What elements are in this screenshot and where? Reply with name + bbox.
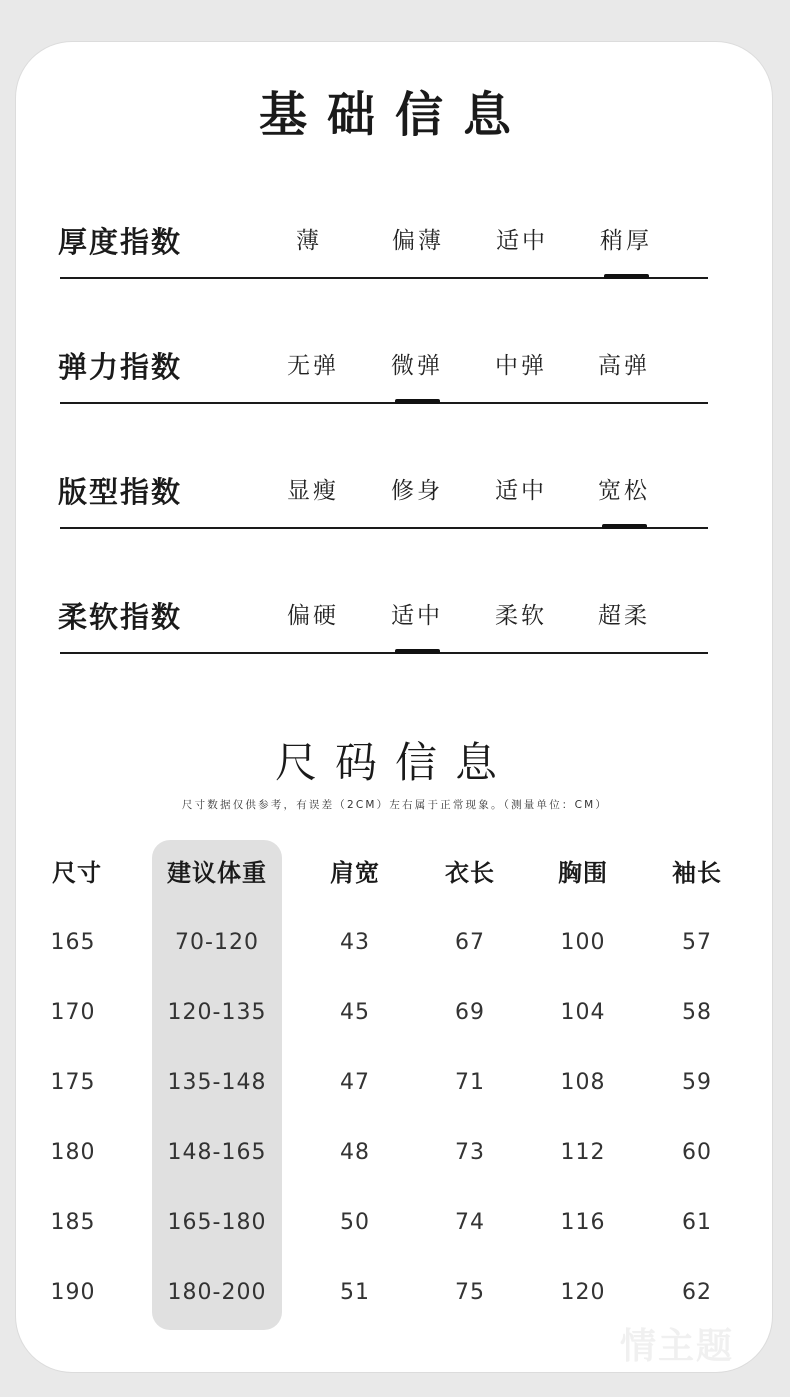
thickness-option: 薄 (296, 228, 322, 254)
table-row (0, 1000, 790, 1040)
cell-length: 75 (455, 1280, 485, 1305)
softness-option: 柔软 (495, 603, 547, 629)
header-shoulder: 肩宽 (330, 859, 380, 887)
cell-weight: 165-180 (167, 1210, 267, 1235)
softness-scale-line (60, 652, 708, 654)
cell-weight: 180-200 (167, 1280, 267, 1305)
softness-option: 适中 (391, 603, 443, 629)
softness-selected-marker (395, 649, 440, 654)
cell-shoulder: 47 (340, 1070, 370, 1095)
size-info-title: 尺码信息 (274, 738, 515, 787)
fit-index-label: 版型指数 (58, 475, 183, 509)
cell-shoulder: 50 (340, 1210, 370, 1235)
softness-index-row (0, 577, 790, 677)
cell-size: 190 (50, 1280, 96, 1305)
cell-chest: 120 (560, 1280, 606, 1305)
table-row (0, 1070, 790, 1110)
cell-size: 185 (50, 1210, 96, 1235)
elasticity-selected-marker (395, 399, 440, 404)
thickness-selected-marker (604, 274, 649, 279)
cell-weight: 135-148 (167, 1070, 267, 1095)
thickness-option: 适中 (496, 228, 548, 254)
cell-chest: 108 (560, 1070, 606, 1095)
header-length: 衣长 (445, 859, 495, 887)
cell-weight: 70-120 (175, 930, 259, 955)
size-note: 尺寸数据仅供参考，有误差（2CM）左右属于正常现象。（测量单位：CM） (181, 799, 609, 811)
elasticity-option: 高弹 (598, 353, 650, 379)
cell-shoulder: 51 (340, 1280, 370, 1305)
cell-length: 69 (455, 1000, 485, 1025)
cell-sleeve: 61 (682, 1210, 712, 1235)
cell-chest: 104 (560, 1000, 606, 1025)
cell-chest: 100 (560, 930, 606, 955)
cell-chest: 112 (560, 1140, 606, 1165)
cell-sleeve: 57 (682, 930, 712, 955)
thickness-option: 稍厚 (600, 228, 652, 254)
table-row (0, 1210, 790, 1250)
cell-shoulder: 45 (340, 1000, 370, 1025)
table-row (0, 1280, 790, 1320)
watermark-logo: 情主题 (620, 1326, 735, 1367)
cell-length: 73 (455, 1140, 485, 1165)
cell-size: 170 (50, 1000, 96, 1025)
fit-index-row (0, 452, 790, 552)
elasticity-option: 微弹 (391, 353, 443, 379)
elasticity-option: 中弹 (495, 353, 547, 379)
thickness-index-label: 厚度指数 (58, 225, 183, 259)
cell-sleeve: 58 (682, 1000, 712, 1025)
header-sleeve: 袖长 (672, 859, 722, 887)
cell-length: 74 (455, 1210, 485, 1235)
cell-size: 180 (50, 1140, 96, 1165)
elasticity-index-label: 弹力指数 (58, 350, 183, 384)
size-table-header (0, 853, 790, 893)
softness-option: 超柔 (598, 603, 650, 629)
cell-length: 67 (455, 930, 485, 955)
elasticity-index-row (0, 327, 790, 427)
cell-size: 165 (50, 930, 96, 955)
thickness-option: 偏薄 (392, 228, 444, 254)
cell-shoulder: 43 (340, 930, 370, 955)
softness-index-label: 柔软指数 (58, 600, 183, 634)
basic-info-title: 基础信息 (258, 87, 531, 143)
fit-option: 修身 (391, 478, 443, 504)
cell-weight: 148-165 (167, 1140, 267, 1165)
fit-option: 适中 (495, 478, 547, 504)
cell-sleeve: 62 (682, 1280, 712, 1305)
elasticity-option: 无弹 (287, 353, 339, 379)
cell-size: 175 (50, 1070, 96, 1095)
fit-option: 显瘦 (287, 478, 339, 504)
cell-sleeve: 60 (682, 1140, 712, 1165)
thickness-index-row (0, 202, 790, 302)
header-chest: 胸围 (558, 859, 608, 887)
cell-sleeve: 59 (682, 1070, 712, 1095)
cell-shoulder: 48 (340, 1140, 370, 1165)
table-row (0, 1140, 790, 1180)
header-weight: 建议体重 (167, 859, 267, 887)
fit-option: 宽松 (598, 478, 650, 504)
header-size: 尺寸 (52, 859, 102, 887)
cell-weight: 120-135 (167, 1000, 267, 1025)
elasticity-scale-line (60, 402, 708, 404)
table-row (0, 930, 790, 970)
cell-length: 71 (455, 1070, 485, 1095)
cell-chest: 116 (560, 1210, 606, 1235)
fit-selected-marker (602, 524, 647, 529)
softness-option: 偏硬 (287, 603, 339, 629)
